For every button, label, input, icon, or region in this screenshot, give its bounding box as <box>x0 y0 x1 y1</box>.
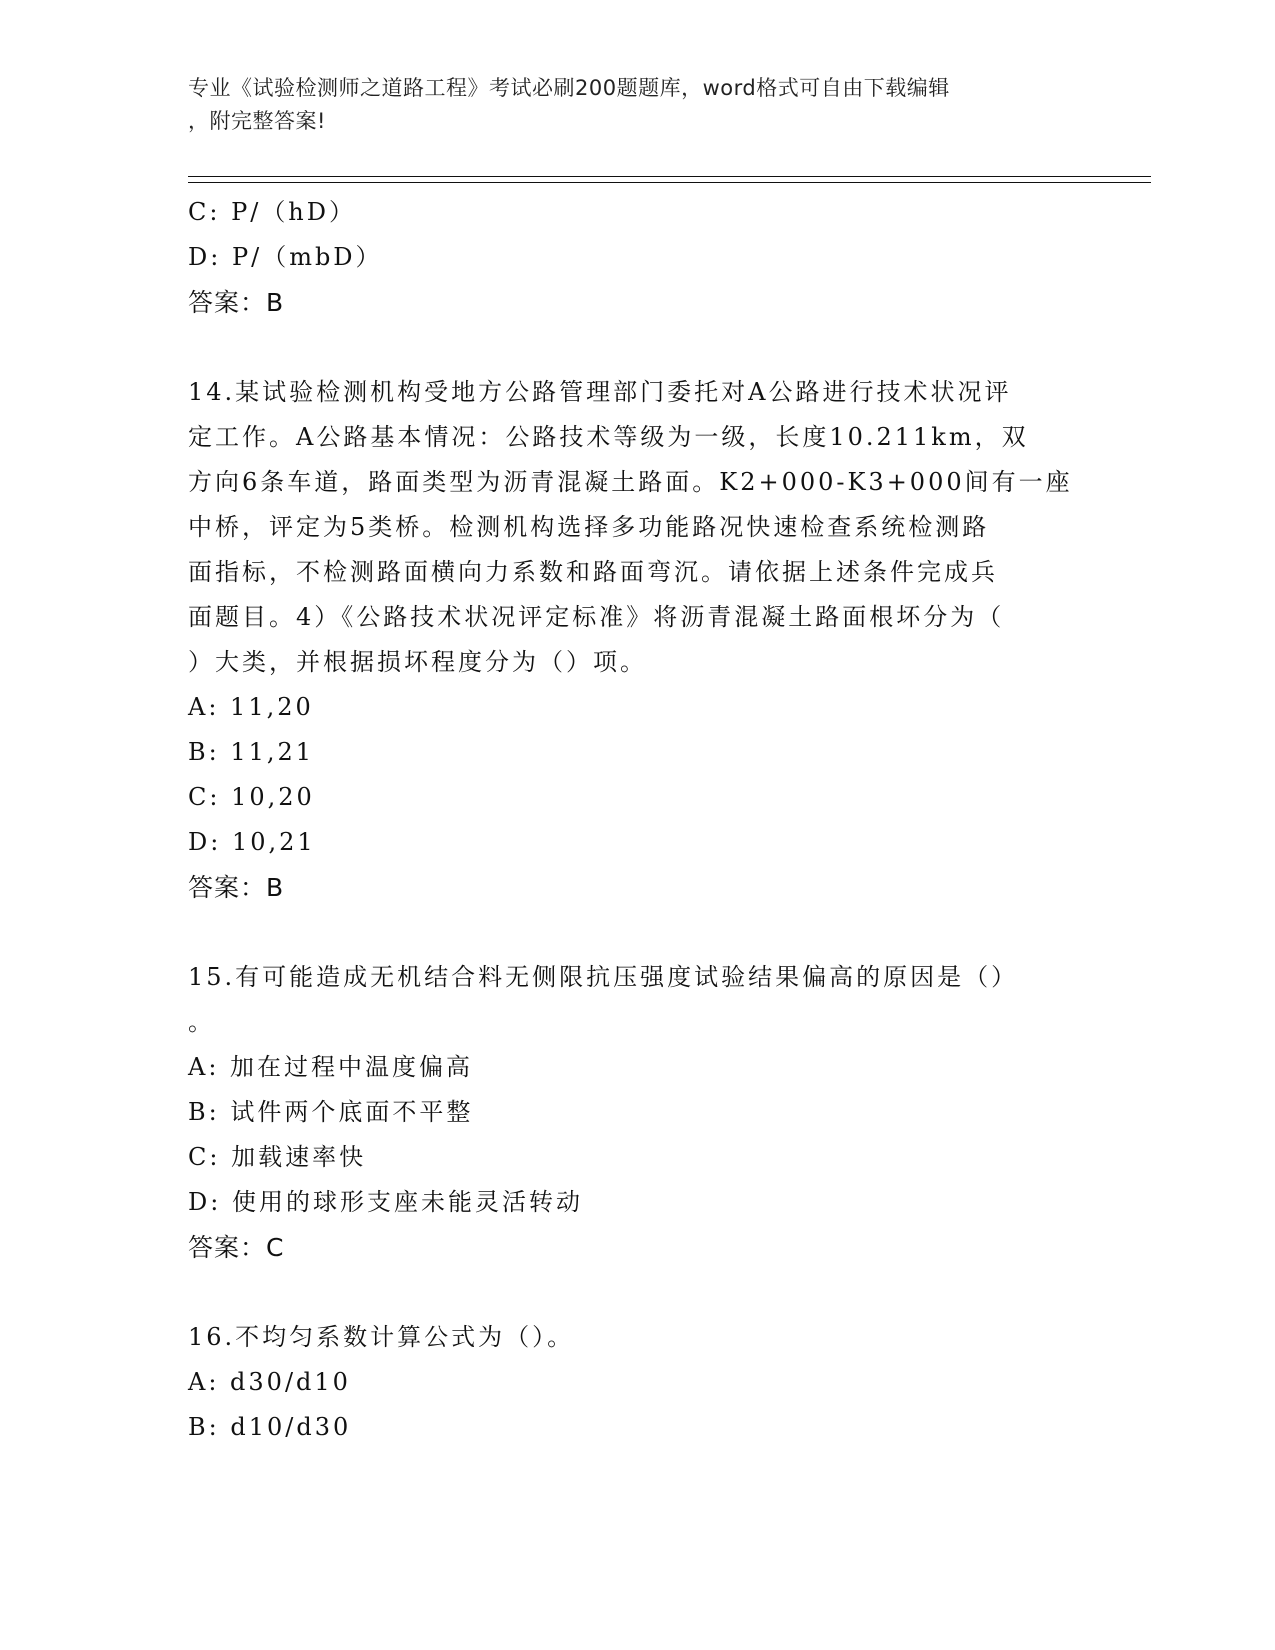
answer-label: 答案：C <box>188 1233 285 1262</box>
option-c: C: P/（hD） <box>188 198 357 226</box>
header-title-line-2: ，附完整答案! <box>188 109 326 133</box>
option-d: D: P/（mbD） <box>188 243 383 271</box>
option-d: D: 使用的球形支座未能灵活转动 <box>188 1188 583 1216</box>
spacer <box>188 325 1088 370</box>
option-a: A: 加在过程中温度偏高 <box>188 1053 474 1081</box>
question-14 <box>188 370 1088 910</box>
option-b: B: 试件两个底面不平整 <box>188 1098 474 1126</box>
question-stem-line: 面题目。4）《公路技术状况评定标准》将沥青混凝土路面根坏分为（ <box>188 603 1005 631</box>
header-title-line-1: 专业《试验检测师之道路工程》考试必刷200题题库，word格式可自由下载编辑 <box>188 76 950 100</box>
option-b: B: 11,21 <box>188 738 315 766</box>
question-stem-line: 。 <box>188 1008 215 1036</box>
question-stem-line: 方向6条车道，路面类型为沥青混凝土路面。K2+000-K3+000间有一座 <box>188 468 1073 496</box>
question-13-tail <box>188 190 1088 325</box>
page-header <box>188 72 1068 138</box>
question-content <box>188 190 1088 1450</box>
option-c: C: 加载速率快 <box>188 1143 367 1171</box>
question-stem-line: 15.有可能造成无机结合料无侧限抗压强度试验结果偏高的原因是（） <box>188 963 1019 991</box>
spacer <box>188 910 1088 955</box>
question-stem-line: 14.某试验检测机构受地方公路管理部门委托对A公路进行技术状况评 <box>188 378 1012 406</box>
question-stem-line: 定工作。A公路基本情况：公路技术等级为一级，长度10.211km，双 <box>188 423 1029 451</box>
answer-label: 答案：B <box>188 873 285 902</box>
question-15 <box>188 955 1088 1270</box>
option-c: C: 10,20 <box>188 783 315 811</box>
option-d: D: 10,21 <box>188 828 316 856</box>
question-stem-line: 中桥，评定为5类桥。检测机构选择多功能路况快速检查系统检测路 <box>188 513 990 541</box>
question-stem-line: 16.不均匀系数计算公式为（）。 <box>188 1323 575 1351</box>
question-16 <box>188 1315 1088 1450</box>
option-a: A: d30/d10 <box>188 1368 351 1396</box>
option-a: A: 11,20 <box>188 693 314 721</box>
question-stem-line: ）大类，并根据损坏程度分为（）项。 <box>188 648 647 676</box>
answer-label: 答案：B <box>188 288 285 317</box>
question-stem-line: 面指标，不检测路面横向力系数和路面弯沉。请依据上述条件完成兵 <box>188 558 998 586</box>
spacer <box>188 1270 1088 1315</box>
header-divider <box>188 176 1151 183</box>
option-b: B: d10/d30 <box>188 1413 352 1441</box>
